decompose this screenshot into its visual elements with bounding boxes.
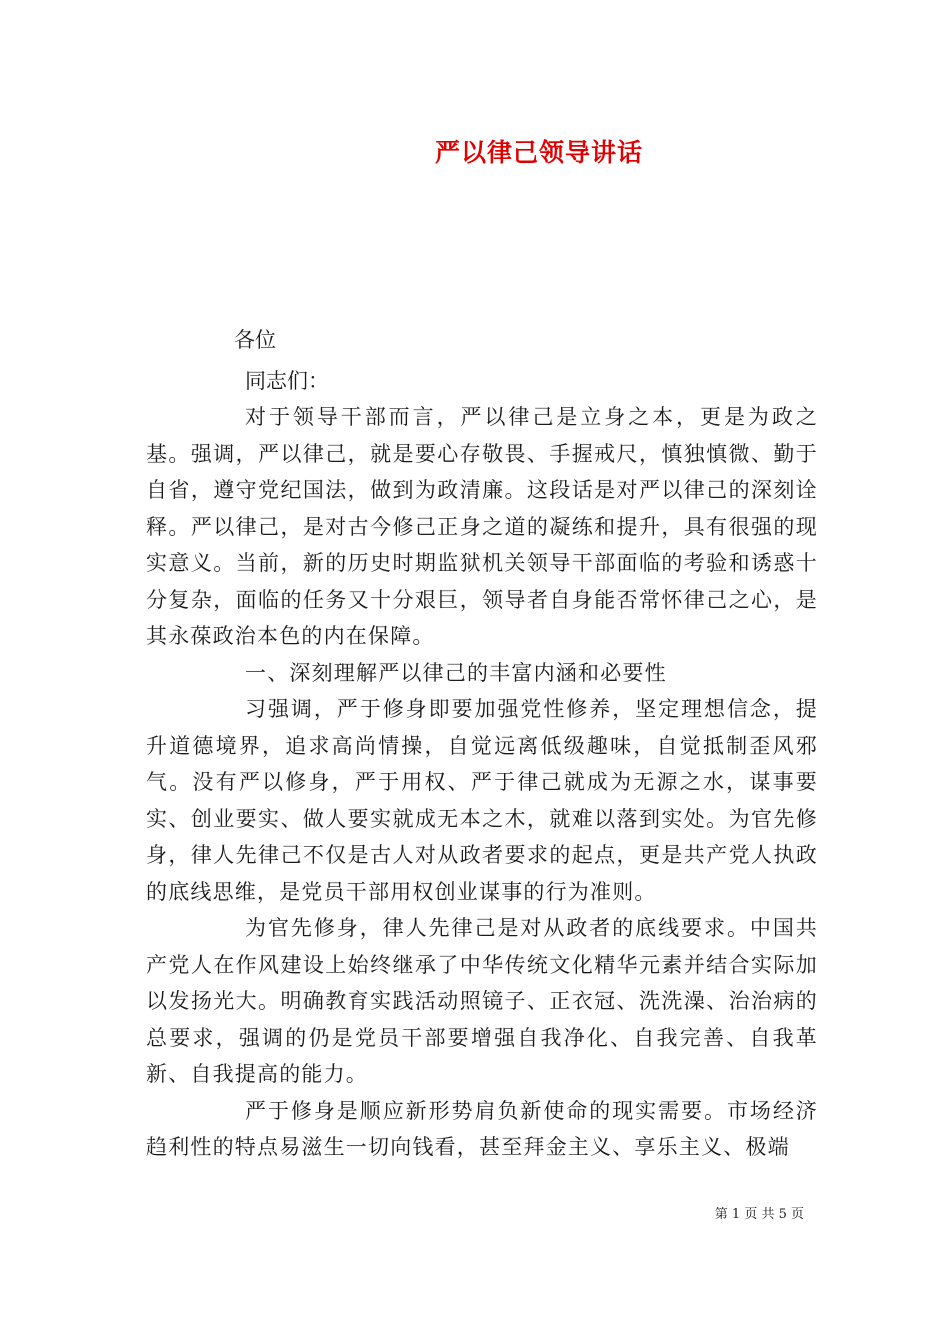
paragraph-self-cultivation: 习强调，严于修身即要加强党性修养，坚定理想信念，提升道德境界，追求高尚情操，自觉远离低级趣味，自觉抵制歪风邪气。没有严以修身，严于用权、严于律己就成为无源之水，谋事要实、创业要实、做人要实就成无本之木，就难以落到实处。为官先修身，律人先律己不仅是古人对从政者要求的起点，更是共产党人执政的底线思维，是党员干部用权创业谋事的行为准则。 — [146, 697, 818, 904]
salutation-line-2: 同志们： — [245, 368, 329, 393]
salutation-line-1: 各位 — [234, 328, 276, 352]
document-body — [146, 322, 818, 1166]
document-title: 严以律己领导讲话 — [434, 138, 643, 167]
paragraph-intro: 对于领导干部而言，严以律己是立身之本，更是为政之基。强调，严以律己，就是要心存敬畏、手握戒尺，慎独慎微、勤于自省，遵守党纪国法，做到为政清廉。这段话是对严以律己的深刻诠释。严以律己，是对古今修己正身之道的凝练和提升，具有很强的现实意义。当前，新的历史时期监狱机关领导干部面临的考验和诱惑十分复杂，面临的任务又十分艰巨，领导者自身能否常怀律己之心，是其永葆政治本色的内在保障。 — [146, 405, 818, 648]
section-heading: 一、深刻理解严以律己的丰富内涵和必要性 — [245, 660, 667, 685]
paragraph-bottom-line: 为官先修身，律人先律己是对从政者的底线要求。中国共产党人在作风建设上始终继承了中华传统文化精华元素并结合实际加以发扬光大。明确教育实践活动照镜子、正衣冠、洗洗澡、治治病的总要求，强调的仍是党员干部要增强自我净化、自我完善、自我革新、自我提高的能力。 — [146, 916, 818, 1086]
page-number-footer: 第 1 页 共 5 页 — [714, 1207, 804, 1222]
paragraph-new-situation: 严于修身是顺应新形势肩负新使命的现实需要。市场经济趋利性的特点易滋生一切向钱看，甚至拜金主义、享乐主义、极端 — [146, 1098, 818, 1159]
